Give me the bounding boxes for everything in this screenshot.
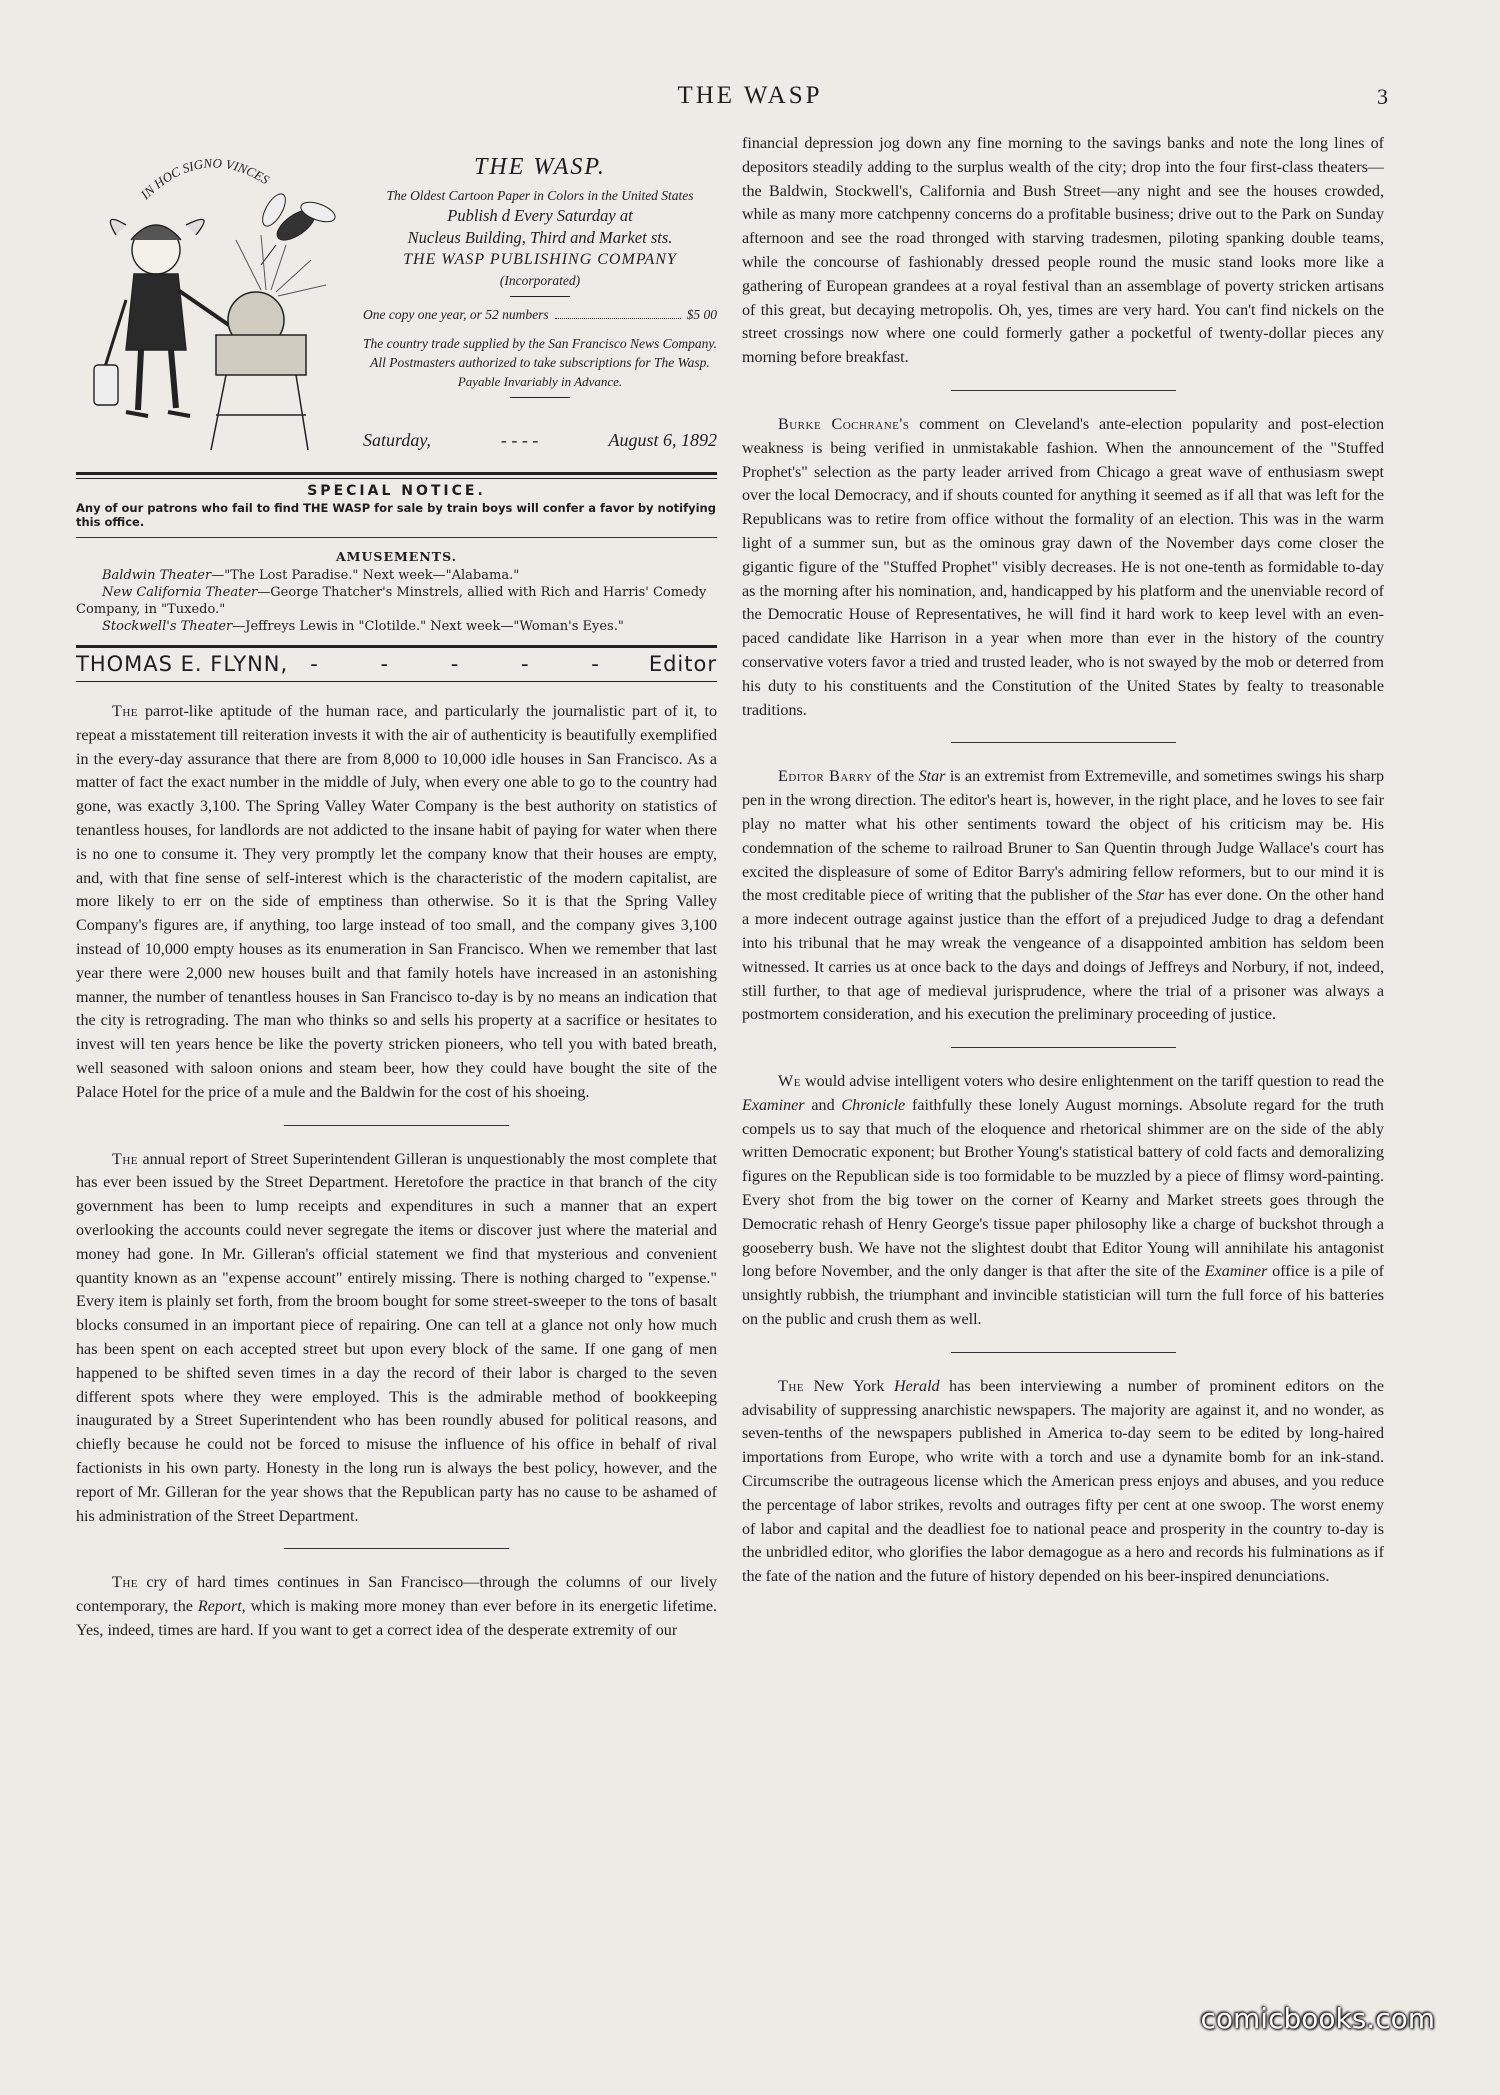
masthead-incorporated: (Incorporated) [499, 273, 581, 288]
amusement-item [76, 567, 717, 584]
editor-dashes: - - - - - [310, 652, 627, 676]
article-body: which is making more money than ever before in its energetic lifetime. Yes, indeed, times are hard. If you want to get a correct idea of the desperate extremity of our [76, 1598, 718, 1639]
amusement-text: —Jeffreys Lewis in "Clotilde." Next week—"Woman's Eyes." [232, 619, 624, 634]
article-body: is an extremist from Extremeville, and sometimes swings his sharp pen in the wrong direction. The editor's heart is, however, in the right place, and he loves to see fair play no matter what his other sentiments toward the object of his criticism may be. His condemnation of the scheme to railroad Bruner to San Quentin through Judge Wallace's court has excited the displeasure of some of Editor Barry's admiring fellow reformers, but to our mind it is the most creditable piece of writing that the publisher of the [742, 768, 1385, 905]
article-italic: Chronicle [841, 1096, 906, 1114]
masthead-rule [510, 296, 570, 297]
payable-note: Payable Invariably in Advance. [457, 374, 623, 389]
page-header [0, 82, 1500, 112]
masthead-title: THE WASP. [474, 154, 606, 180]
article-body: comment on Cleveland's ante-election popularity and post-election weakness is being verified in unmistakable fashion. When the announcement of the "Stuffed Prophet's" selection as the party leader arrived from Chicago a great wave of enthusiasm swept over the local Democracy, and if shouts counted for anything it seemed as if all that was left for the Republicans was to retire from office without the formality of an election. This was in the warm light of a summer sun, but as the ominous gray dawn of the November days come closer the gigantic figure of the "Stuffed Prophet" visibly decreases. He is not one-tenth as formidable to-day as the morning after his nomination, and, handicapped by his platform and the unenviable record of the Democratic House of Representatives, he will find it hard work to keep level with an even-paced candidate like Harrison in a year when more than ever in the history of the country conservative voters favor a tried and trusted leader, who is not swayed by the mob or deterred from his duty to his constituents and the Constitution of the United States by fealty to treasonable traditions. [742, 415, 1385, 719]
motto-text: IN HOC SIGNO VINCES [137, 155, 272, 203]
masthead-company: THE WASP PUBLISHING COMPANY [403, 251, 677, 268]
article-lead: Burke Cochrane's [778, 415, 910, 433]
masthead-tagline: The Oldest Cartoon Paper in Colors in the United States [386, 188, 694, 203]
article-lead: The [112, 703, 138, 720]
issue-date-dashes: - - - - [500, 430, 539, 450]
article-italic: Examiner [1204, 1263, 1268, 1281]
article-separator [284, 1125, 509, 1126]
article-italic: Herald [894, 1377, 940, 1395]
subscription-price [363, 305, 717, 324]
article-separator [284, 1548, 509, 1549]
svg-text:IN HOC SIGNO VINCES [137, 155, 272, 202]
article-body: would advise intelligent voters who desire enlightenment on the tariff question to read the [800, 1073, 1384, 1091]
amusement-venue: Stockwell's Theater [102, 619, 233, 634]
article-lead: We [778, 1073, 801, 1091]
masthead-text [363, 154, 717, 404]
running-title: THE WASP [677, 82, 823, 109]
masthead-double-rule [76, 472, 717, 479]
article-separator [951, 1047, 1176, 1048]
masthead [76, 132, 717, 472]
article-body: financial depression jog down any fine morning to the savings banks and note the long lines of depositors steadily adding to the surplus wealth of the city; drop into the four first-class theaters—the Baldwin, Stockwell's, California and Bush Street—any night and see the houses crowded, while as many more catchpenny concerns do a profitable business; drive out to the Park on Sunday afternoon and see the road thronged with starving tradesmen, piloting spanking double teams, while the concourse of fashionably dressed people round the music stand looks more like a gathering of European grandees at a royal festival than an assemblage of poverty stricken artisans of this great, but decaying metropolis. Oh, yes, times are very hard. You can't find nickels on the street crossings now where one could formerly gather a pocketful of twenty-dollar pieces any morning before breakfast. [742, 135, 1384, 367]
article-burke-cochrane [742, 413, 1384, 722]
amusement-item [76, 618, 717, 635]
article-body: New York [804, 1377, 894, 1395]
issue-date [363, 430, 717, 451]
article-hard-times [76, 1571, 717, 1642]
amusements-title: AMUSEMENTS. [335, 549, 458, 564]
editor-name: THOMAS E. FLYNN, [76, 652, 289, 676]
article-separator [951, 1352, 1176, 1353]
amusement-venue: New California Theater [102, 585, 258, 600]
article-italic: Examiner [742, 1096, 805, 1114]
article-street-superintendent [76, 1148, 717, 1529]
article-lead: The [112, 1574, 138, 1592]
article-continuation [742, 132, 1384, 370]
amusement-item [76, 584, 717, 618]
editor-rule [76, 681, 717, 682]
wasp-boy-illustration [86, 140, 338, 460]
article-idle-houses [76, 700, 717, 1105]
article-body: faithfully these lonely August mornings. Absolute regard for the truth compels us to say that much of the eloquence and rhetorical shimmer are on the side of the ably written Democratic exponent; but Brother Young's statistical battery of cold facts and demoralizing figures on the Republican side is too formidable to be muzzled by a piece of flimsy word-painting. Every shot from the big tower on the corner of Kearny and Market streets goes through the Democratic rehash of Henry George's tissue paper philosophy like a charge of buckshot through a gooseberry bush. We have not the slightest doubt that Editor Young will annihilate his antagonist long before November, and the only danger is that after the site of the [742, 1096, 1384, 1281]
editor-line [76, 645, 717, 676]
article-separator [951, 390, 1176, 391]
special-notice [76, 479, 717, 537]
article-body: annual report of Street Superintendent Gilleran is unquestionably the most complete that has ever been issued by the Street Department. Heretofore the practice in that branch of the city government has been to lump receipts and expenditures in such a manner that an expert overlooking the accounts could never segregate the items or discover just where the material and money had gone. In Mr. Gilleran's official statement we find that mysterious and convenient quantity known as an "expense account" entirely missing. There is nothing charged to "expense." Every item is plainly set forth, from the broom bought for some street-sweeper to the tons of basalt blocks consumed in an important piece of repairing. One can tell at a glance not only how much has been spent on each accepted street but upon every block of the same. If one gang of men happened to be shifted seven times in a day the record of their labor is charged to the seven different spots where they were employed. This is the admirable method of bookkeeping inaugurated by a Street Superintendent who has been roundly abused for political reasons, and chiefly because he could not be forced to misuse the influence of his office in behalf of rival factionists in his own party. Honesty in the long run is always the best policy, however, and the report of Mr. Gilleran for the year shows that the Republican party has no cause to be ashamed of his administration of the Street Department. [76, 1150, 717, 1525]
article-body: has been interviewing a number of prominent editors on the advisability of suppressing anarchistic newspapers. The majority are against it, and no wonder, as seven-tenths of the newspapers published in America to-day seem to be edited by long-haired importations from Europe, who write with a torch and use a dynamite bomb for an ink-stand. Circumscribe the outrageous license which the American press enjoys and abuses, and you reduce the percentage of labor strikes, revolts and outrages fifty per cent at one swoop. The worst enemy of labor and capital and the deadliest foe to national peace and prosperity in the country to-day is the unbridled editor, who glorifies the labor demagogue as a hero and records his fulminations as if the fate of the nation and the future of history depended on his beer-inspired denunciations. [742, 1377, 1384, 1586]
issue-day: Saturday, [363, 430, 431, 450]
article-editor-barry [742, 765, 1384, 1027]
trade-note: The country trade supplied by the San Francisco News Company. All Postmasters authorized to take subscriptions for The Wasp. [363, 336, 717, 370]
amusement-text: —George Thatcher's Minstrels, allied with Rich and Harris' Comedy Company, in "Tuxedo." [76, 585, 707, 617]
editor-role: Editor [648, 652, 717, 676]
amusements [76, 538, 717, 641]
article-lead: Editor Barry [778, 768, 873, 786]
article-body: of the [872, 768, 919, 786]
amusement-text: —"The Lost Paradise." Next week—"Alabama." [211, 568, 520, 583]
article-italic: Report, [197, 1598, 246, 1616]
article-tariff [742, 1070, 1384, 1332]
masthead-address: Nucleus Building, Third and Market sts. [407, 228, 673, 247]
article-body: has ever done. On the other hand a more indecent outrage against justice than the effort of a prejudiced Judge to drag a defendant into his tribunal that he may wreak the vengeance of a disappointed ambition has seldom been witnessed. It carries us at once back to the days and doings of Jeffreys and Norbury, if not, indeed, still further, to that age of medieval jurisprudence, where the trial of a prisoner was always a postmortem consideration, and his execution the preliminary proceeding of justice. [742, 887, 1384, 1024]
article-separator [951, 742, 1176, 743]
article-body: parrot-like aptitude of the human race, and particularly the journalistic part of it, to repeat a misstatement till reiteration invests it with the air of authenticity is beautifully exemplified in the every-day assurance that there are from 8,000 to 10,000 idle houses in San Francisco. As a matter of fact the exact number in the middle of July, when every one able to go to the country had gone, was exactly 3,100. The Spring Valley Water Company is the best authority on statistics of tenantless houses, for landlords are not addicted to the insane habit of paying for water when there is no one to consume it. They very promptly let the company know that their houses are empty, and, with that fine sense of self-interest which is the characteristic of the modern capitalist, are more likely to err on the side of emptiness than otherwise. So it is that the Spring Valley Company's figures are, if anything, too large instead of too small, and the company gives 3,100 instead of 10,000 empty houses as its enumeration in San Francisco. When we remember that last year there were 2,000 new houses built and that family hotels have increased in an astonishing manner, the number of tenantless houses in San Francisco to-day is by no means an indication that the city is retrograding. The man who thinks so and sells his property at a sacrifice or hesitates to invest will ten years hence be like the poverty stricken pioneers, who tell you with bated breath, well seasoned with saloon onions and steam beer, how they could have bought the site of the Palace Hotel for the price of a mule and the Baldwin for the cost of his shoeing. [76, 703, 717, 1101]
masthead-rule-2 [510, 397, 570, 398]
special-notice-title: SPECIAL NOTICE. [307, 483, 486, 499]
watermark: comicbooks.com [1200, 2002, 1435, 2035]
right-column [742, 132, 1384, 1589]
article-italic: Star [1137, 887, 1164, 905]
left-column [76, 132, 717, 1643]
price-label: One copy one year, or 52 numbers [363, 307, 549, 322]
masthead-published: Publish d Every Saturday at [447, 206, 633, 225]
article-herald [742, 1375, 1384, 1589]
article-body: office is a pile of unsightly rubbish, the triumphant and invincible statistician will turn the full force of his batteries on the public and crush them as well. [742, 1263, 1384, 1329]
article-body: and [804, 1096, 842, 1114]
article-lead: The [112, 1150, 138, 1168]
article-italic: Star [918, 768, 946, 786]
page-number: 3 [1377, 84, 1388, 109]
price-leader-dots [555, 305, 681, 319]
article-lead: The [778, 1377, 804, 1395]
special-notice-text: Any of our patrons who fail to find THE WASP for sale by train boys will confer a favor by notifying this office. [76, 501, 716, 529]
issue-date-value: August 6, 1892 [608, 430, 717, 450]
price-value: $5 00 [686, 307, 717, 322]
article-body: cry of hard times continues in San Francisco—through the columns of our lively contemporary, the [76, 1574, 717, 1616]
amusement-venue: Baldwin Theater [102, 568, 212, 583]
